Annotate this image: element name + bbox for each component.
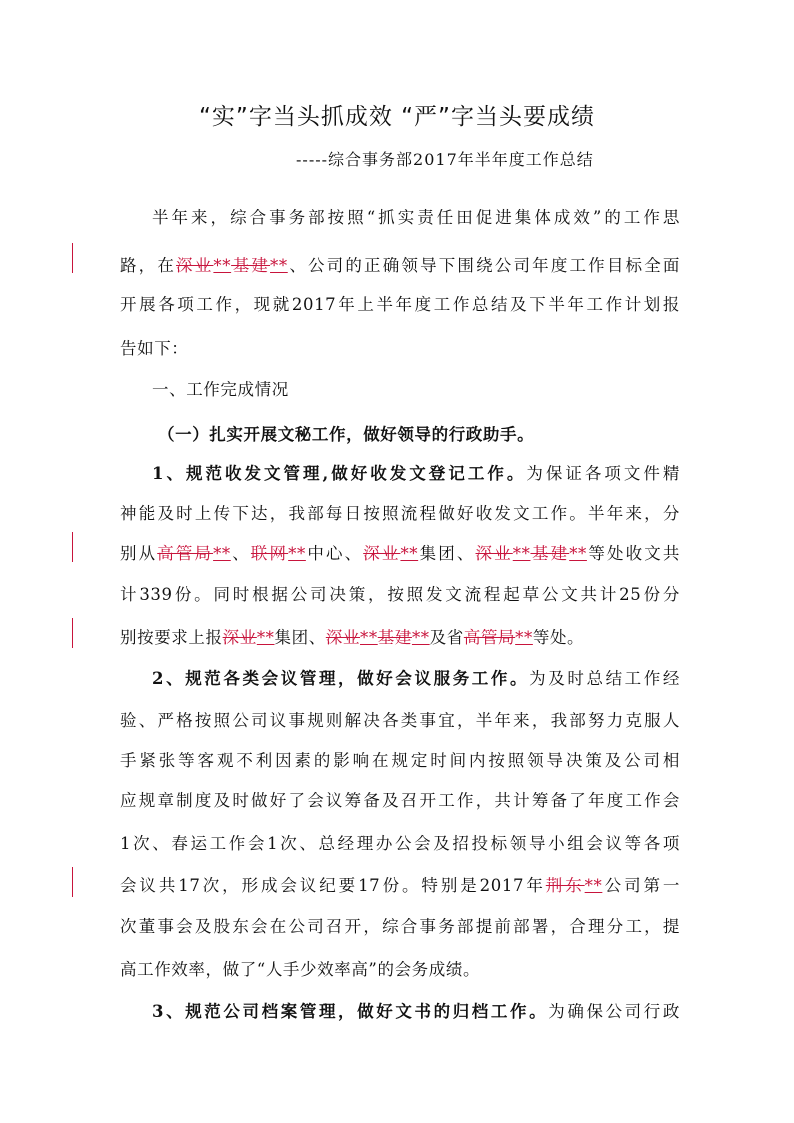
text-run: 为及时总结工作经 [529,669,680,688]
paragraph-line [120,749,680,773]
deleted-text: 深业 [176,256,214,275]
inserted-text: ** [584,876,603,895]
text-run: 公司第一 [602,876,681,895]
inserted-text: ** [288,544,306,563]
text-run: 开展各项工作，现就2017年上半年度工作总结及下半年工作计划报 [120,295,680,314]
text-run: 、 [230,544,251,563]
paragraph-line [120,832,680,856]
paragraph-line [152,1000,680,1024]
text-run: 路，在 [120,256,177,275]
revision-bar [72,867,73,897]
inserted-text: ** [256,628,275,647]
text-run: 半年来，综合事务部按照“抓实责任田促进集体成效”的工作思 [152,208,680,227]
text-run: 次董事会及股东会在公司召开，综合事务部提前部署，合理分工，提 [120,917,680,936]
section-heading: 一、工作完成情况 [152,380,289,399]
paragraph-line [120,874,680,898]
document-subtitle: -----综合事务部2017年半年度工作总结 [296,150,594,169]
deleted-text: 深业 [325,628,361,647]
text-run: 、公司的正确领导下围绕公司年度工作目标全面 [287,256,680,275]
paragraph-line [152,667,680,691]
deleted-text: 联网 [250,544,289,563]
paragraph-line [152,462,680,486]
paragraph-line [120,583,680,607]
text-run: 别按要求上报 [120,628,223,647]
text-run: 验、严格按照公司议事规则解决各类事宜，半年来，我部努力克服人 [120,711,680,730]
deleted-text: 深业 [475,544,513,563]
text-run: 别从 [120,544,158,563]
paragraph-line [120,958,680,982]
text-run: 应规章制度及时做好了会议筹备及召开工作，共计筹备了年度工作会 [120,791,680,810]
deleted-text: 高管局 [463,628,516,647]
paragraph-line [120,709,680,733]
deleted-text: 基建 [377,628,412,647]
paragraph-line [120,626,680,650]
text-run: 集团、 [418,544,476,563]
inserted-text: ** [360,628,378,647]
inserted-text: ** [512,544,531,563]
deleted-text: 高管局 [157,544,214,563]
text-run: 告如下： [120,339,189,358]
paragraph-line [120,254,680,278]
item-heading: 3、规范公司档案管理，做好文书的归档工作。 [152,1002,549,1021]
item-heading: 1、规范收发文管理,做好收发文登记工作。 [152,464,527,483]
item-heading: 2、规范各类会议管理，做好会议服务工作。 [152,669,530,688]
deleted-text: 荆东 [545,876,585,895]
paragraph-line [152,206,680,230]
deleted-text: 深业 [222,628,257,647]
paragraph-line [120,293,680,317]
revision-bar [72,243,73,273]
paragraph-line [120,502,680,526]
text-run: 1次、春运工作会1次、总经理办公会及招投标领导小组会议等各项 [120,834,680,853]
paragraph-line [120,542,680,566]
inserted-text: ** [213,256,232,275]
inserted-text: ** [213,544,231,563]
inserted-text: ** [515,628,533,647]
text-run: 中心、 [305,544,364,563]
document-title: “实”字当头抓成效 “严”字当头要成绩 [199,104,595,130]
text-run: 计339份。同时根据公司决策，按照发文流程起草公文共计25份分 [120,585,680,604]
inserted-text: ** [569,544,587,563]
text-run: 为确保公司行政 [548,1002,680,1021]
inserted-text: ** [400,544,419,563]
text-run: 手紧张等客观不利因素的影响在规定时间内按照领导决策及公司相 [120,751,680,770]
paragraph-line [120,915,680,939]
deleted-text: 深业 [363,544,401,563]
text-run: 及省 [429,628,464,647]
inserted-text: ** [270,256,288,275]
deleted-text: 基建 [231,256,271,275]
revision-bar [72,618,73,648]
text-run: 神能及时上传下达，我部每日按照流程做好收发文工作。半年来，分 [120,504,680,523]
paragraph-line [120,337,680,361]
text-run: 集团、 [274,628,326,647]
text-run: 等处收文共 [586,544,680,563]
text-run: 为保证各项文件精 [526,464,680,483]
text-run: 等处。 [532,628,585,647]
subsection-heading: （一）扎实开展文秘工作，做好领导的行政助手。 [158,425,535,444]
text-run: 高工作效率，做了“人手少效率高”的会务成绩。 [120,960,481,979]
inserted-text: ** [411,628,430,647]
revision-bar [72,532,73,562]
text-run: 会议共17次，形成会议纪要17份。特别是2017年 [120,876,546,895]
deleted-text: 基建 [530,544,570,563]
paragraph-line [120,789,680,813]
